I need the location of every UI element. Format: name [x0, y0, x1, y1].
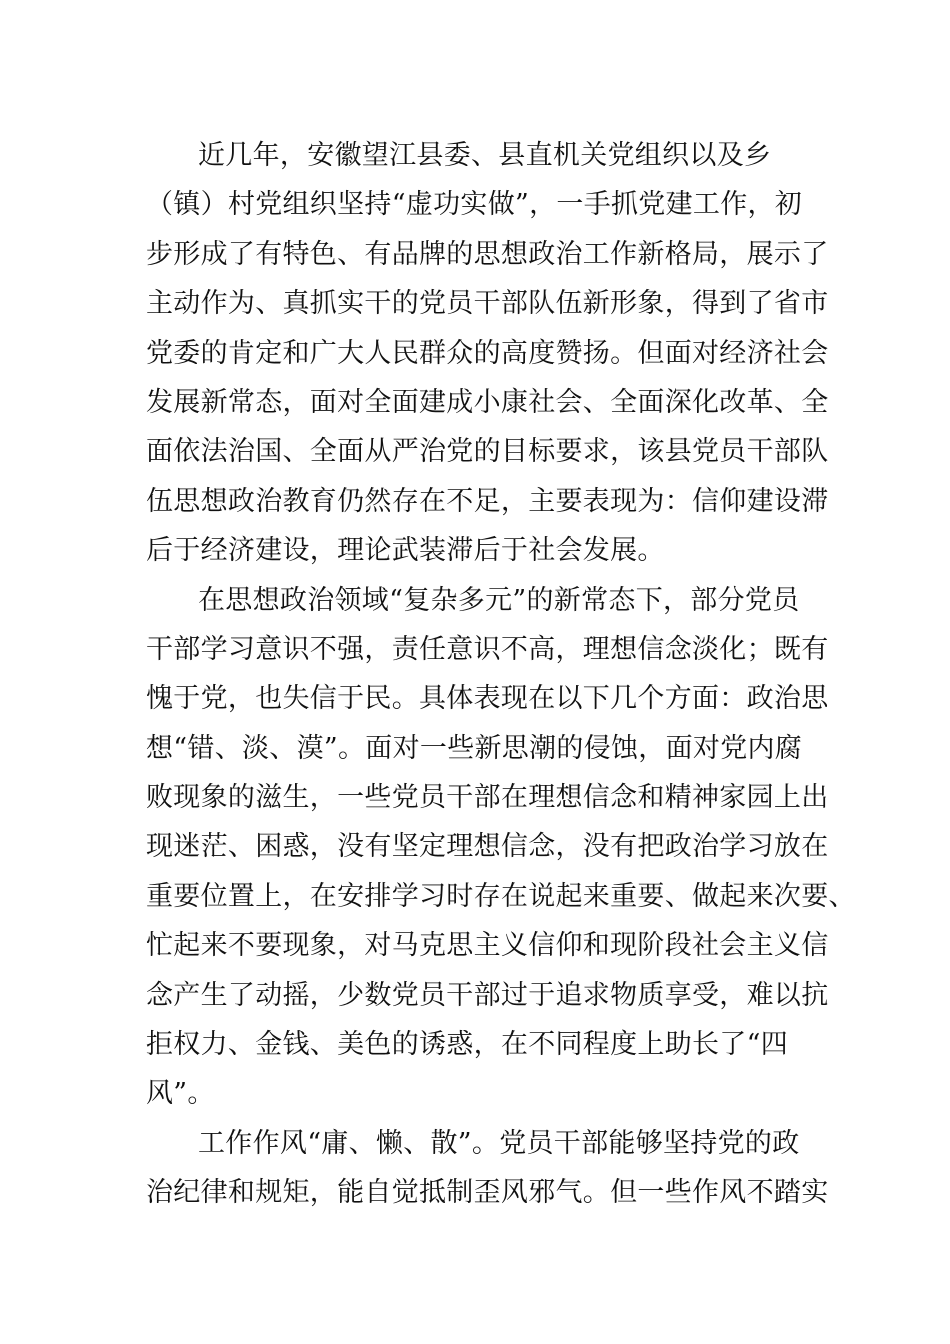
text-line: 党委的肯定和广大人民群众的高度赞扬。但面对经济社会	[146, 337, 829, 369]
document-body	[146, 131, 856, 1218]
text-line: 拒权力、金钱、美色的诱惑，在不同程度上助长了“四	[146, 1029, 789, 1061]
text-line: 念产生了动摇，少数党员干部过于追求物质享受，难以抗	[146, 979, 829, 1011]
text-line: 近几年，安徽望江县委、县直机关党组织以及乡	[198, 140, 772, 171]
text-line: 愧于党，也失信于民。具体表现在以下几个方面：政治思	[146, 683, 829, 715]
text-line: 忙起来不要现象，对马克思主义信仰和现阶段社会主义信	[146, 930, 829, 962]
text-line: 败现象的滋生，一些党员干部在理想信念和精神家园上出	[146, 782, 829, 814]
text-line: 后于经济建设，理论武装滞后于社会发展。	[146, 535, 665, 567]
text-line: 风”。	[146, 1078, 215, 1110]
text-line: 面依法治国、全面从严治党的目标要求，该县党员干部队	[146, 436, 829, 468]
text-line: （镇）村党组织坚持“虚功实做”，一手抓党建工作，初	[146, 189, 803, 221]
text-line: 步形成了有特色、有品牌的思想政治工作新格局，展示了	[146, 238, 829, 270]
paragraph-3	[146, 1119, 829, 1218]
text-line: 主动作为、真抓实干的党员干部队伍新形象，得到了省市	[146, 288, 829, 320]
text-line: 重要位置上，在安排学习时存在说起来重要、做起来次要、	[146, 880, 856, 912]
text-line: 工作作风“庸、懒、散”。党员干部能够坚持党的政	[198, 1127, 800, 1159]
text-line: 伍思想政治教育仍然存在不足，主要表现为：信仰建设滞	[146, 485, 829, 517]
paragraph-1	[146, 131, 829, 576]
text-line: 发展新常态，面对全面建成小康社会、全面深化改革、全	[146, 386, 829, 418]
text-line: 想“错、淡、漠”。面对一些新思潮的侵蚀，面对党内腐	[146, 732, 803, 764]
text-line: 治纪律和规矩，能自觉抵制歪风邪气。但一些作风不踏实	[146, 1177, 829, 1209]
text-line: 在思想政治领域“复杂多元”的新常态下，部分党员	[198, 584, 800, 616]
text-line: 干部学习意识不强，责任意识不高，理想信念淡化；既有	[146, 633, 829, 665]
paragraph-2	[146, 576, 856, 1119]
text-line: 现迷茫、困惑，没有坚定理想信念，没有把政治学习放在	[146, 831, 829, 863]
